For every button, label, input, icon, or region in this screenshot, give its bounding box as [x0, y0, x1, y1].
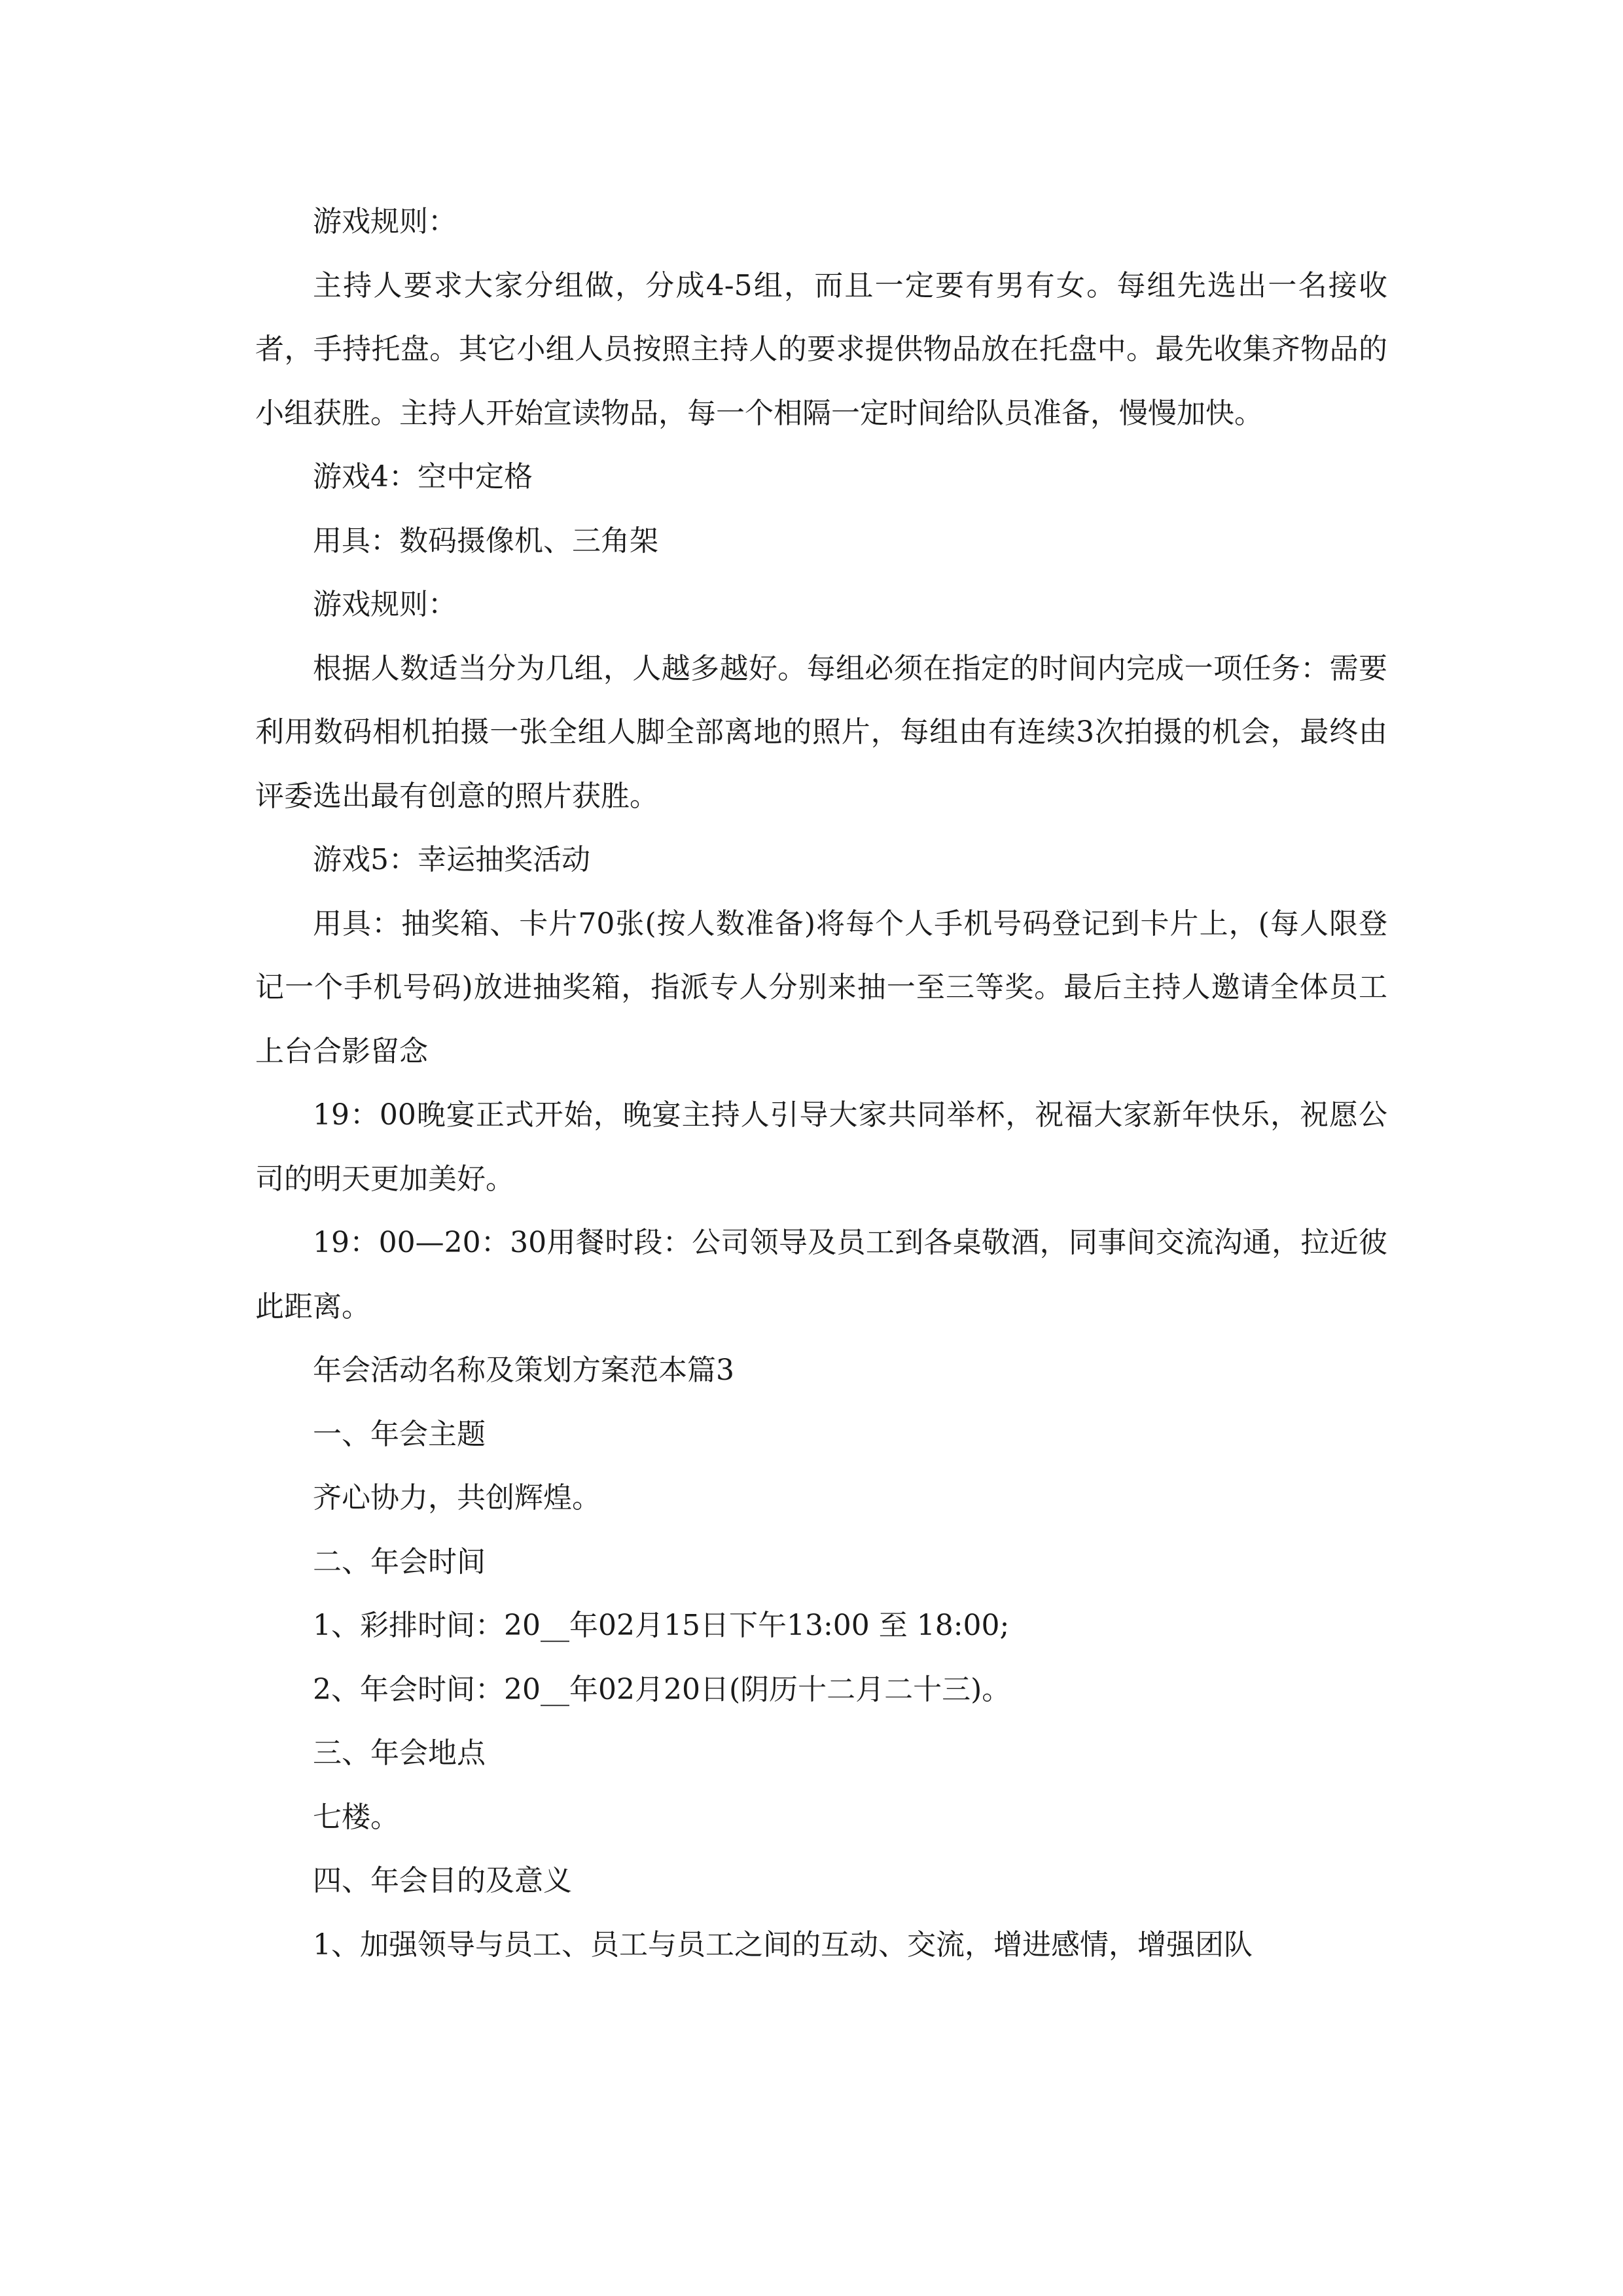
paragraph-dinner-period: 19：00—20：30用餐时段：公司领导及员工到各桌敬酒，同事间交流沟通，拉近彼此距离。 [255, 1226, 1387, 1323]
paragraph-game4-title: 游戏4：空中定格 [313, 460, 533, 493]
paragraph-dinner-start: 19：00晚宴正式开始，晚宴主持人引导大家共同举杯，祝福大家新年快乐，祝愿公司的明天更加美好。 [255, 1098, 1387, 1196]
document-body [255, 190, 1387, 1977]
paragraph-time-heading: 二、年会时间 [313, 1545, 486, 1579]
paragraph-game4-tools: 用具：数码摄像机、三角架 [313, 524, 658, 558]
paragraph-game-rules-body: 主持人要求大家分组做，分成4-5组，而且一定要有男有女。每组先选出一名接收者，手持托盘。其它小组人员按照主持人的要求提供物品放在托盘中。最先收集齐物品的小组获胜。主持人开始宣读物品，每一个相隔一定时间给队员准备，慢慢加快。 [255, 268, 1387, 430]
paragraph-annual-meeting-time: 2、年会时间：20__年02月20日(阴历十二月二十三)。 [313, 1672, 1011, 1706]
paragraph-purpose-heading: 四、年会目的及意义 [313, 1864, 572, 1897]
paragraph-game5-tools: 用具：抽奖箱、卡片70张(按人数准备)将每个人手机号码登记到卡片上，(每人限登记一个手机号码)放进抽奖箱，指派专人分别来抽一至三等奖。最后主持人邀请全体员工上台合影留念 [255, 906, 1387, 1068]
paragraph-rehearsal-time: 1、彩排时间：20__年02月15日下午13:00 至 18:00; [313, 1609, 1010, 1642]
paragraph-game-rules-heading: 游戏规则： [313, 205, 457, 238]
paragraph-purpose-item-1: 1、加强领导与员工、员工与员工之间的互动、交流，增进感情，增强团队 [313, 1928, 1253, 1962]
paragraph-theme-heading: 一、年会主题 [313, 1417, 486, 1451]
paragraph-location-body: 七楼。 [313, 1800, 399, 1834]
paragraph-location-heading: 三、年会地点 [313, 1736, 486, 1770]
paragraph-game4-rules-heading: 游戏规则： [313, 588, 457, 621]
paragraph-theme-body: 齐心协力，共创辉煌。 [313, 1481, 601, 1515]
paragraph-game5-title: 游戏5：幸运抽奖活动 [313, 843, 590, 876]
paragraph-game4-rules-body: 根据人数适当分为几组，人越多越好。每组必须在指定的时间内完成一项任务：需要利用数码相机拍摄一张全组人脚全部离地的照片，每组由有连续3次拍摄的机会，最终由评委选出最有创意的照片获胜。 [255, 651, 1387, 813]
paragraph-section-title: 年会活动名称及策划方案范本篇3 [313, 1354, 734, 1387]
